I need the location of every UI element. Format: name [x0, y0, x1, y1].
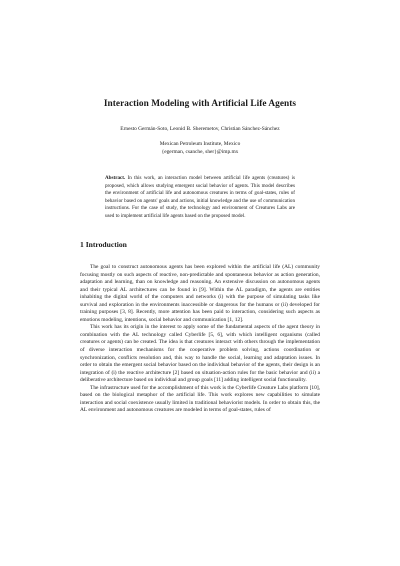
abstract-label: Abstract. — [105, 175, 126, 181]
paper-title: Interaction Modeling with Artificial Life Agents — [103, 99, 297, 109]
paragraph: The infrastructure used for the accomplishment of this work is the Cyberlife Creature Labs platform [10], based on the biological metaphor of the artificial life. This work explores new capabilities to simulate interaction and social coexistence usually limited in traditional behaviorist models. In order to obtain this, the AL environment and autonomous creatures are modeled in terms of goal-states, rules of — [80, 384, 320, 414]
author-list: Ernesto Germán-Soto, Leonid B. Sheremetov, Christian Sánchez-Sánchez — [120, 126, 280, 132]
affiliation-name: Mexican Petroleum Institute, Mexico — [159, 141, 241, 147]
affiliation — [40, 141, 360, 157]
introduction-body — [80, 264, 320, 415]
paragraph: The goal to construct autonomous agents has been explored within the artificial life (AL) community focusing mostly on such aspects of reactive, non-predictable and spontaneous behavior as action generation, adaptation and learning, than on knowledge and reasoning. An extensive discussion on autonomous agents and their typical AL architectures can be found in [9]. Within the AL paradigm, the agents are entities inhabiting the digital world of the computers and networks (i) with the purpose of simulating tasks like survival and exploration in the environments inaccessible or dangerous for the humans or (ii) developed for training purposes [3, 8]. Recently, more attention has been paid to interaction, considering such aspects as emotions modeling, intentions, social behavior and communication [1, 12]. — [80, 264, 320, 323]
paragraph: This work has its origin in the interest to apply some of the fundamental aspects of the agent theory in combination with the AL technology called Cyberlife [5, 6], with which intelligent organisms (called creatures or agents) can be created. The idea is that creatures interact with others through the implementation of diverse interaction mechanisms for the cooperative problem solving, actions coordination or synchronization, conflicts resolution and, this way to handle the social, learning and adaptation issues. In order to obtain the emergent social behavior based on the individual behavior of the agents, their design is an integration of (i) the reactive architecture [2] based on situation-action rules for the basic behavior and (ii) a deliberative architecture based on individual and group goals [11] adding intelligent social functionality. — [80, 324, 320, 384]
section-heading-introduction: 1 Introduction — [80, 240, 127, 249]
abstract-text: In this work, an interaction model between artificial life agents (creatures) is proposed, which allows studying emergent social behavior of agents. This model describes the environment of artificial life and autonomous creatures in terms of goal-states, rules of behavior based on agents' goals and actions, initial knowledge and the use of communication instructions. For the case of study, the technology and environment of Creatures Labs are used to implement artificial life agents based on the proposed model. — [105, 175, 295, 219]
affiliation-email: {egerman, csanche, sher}@imp.mx — [161, 148, 239, 155]
abstract — [105, 175, 295, 220]
